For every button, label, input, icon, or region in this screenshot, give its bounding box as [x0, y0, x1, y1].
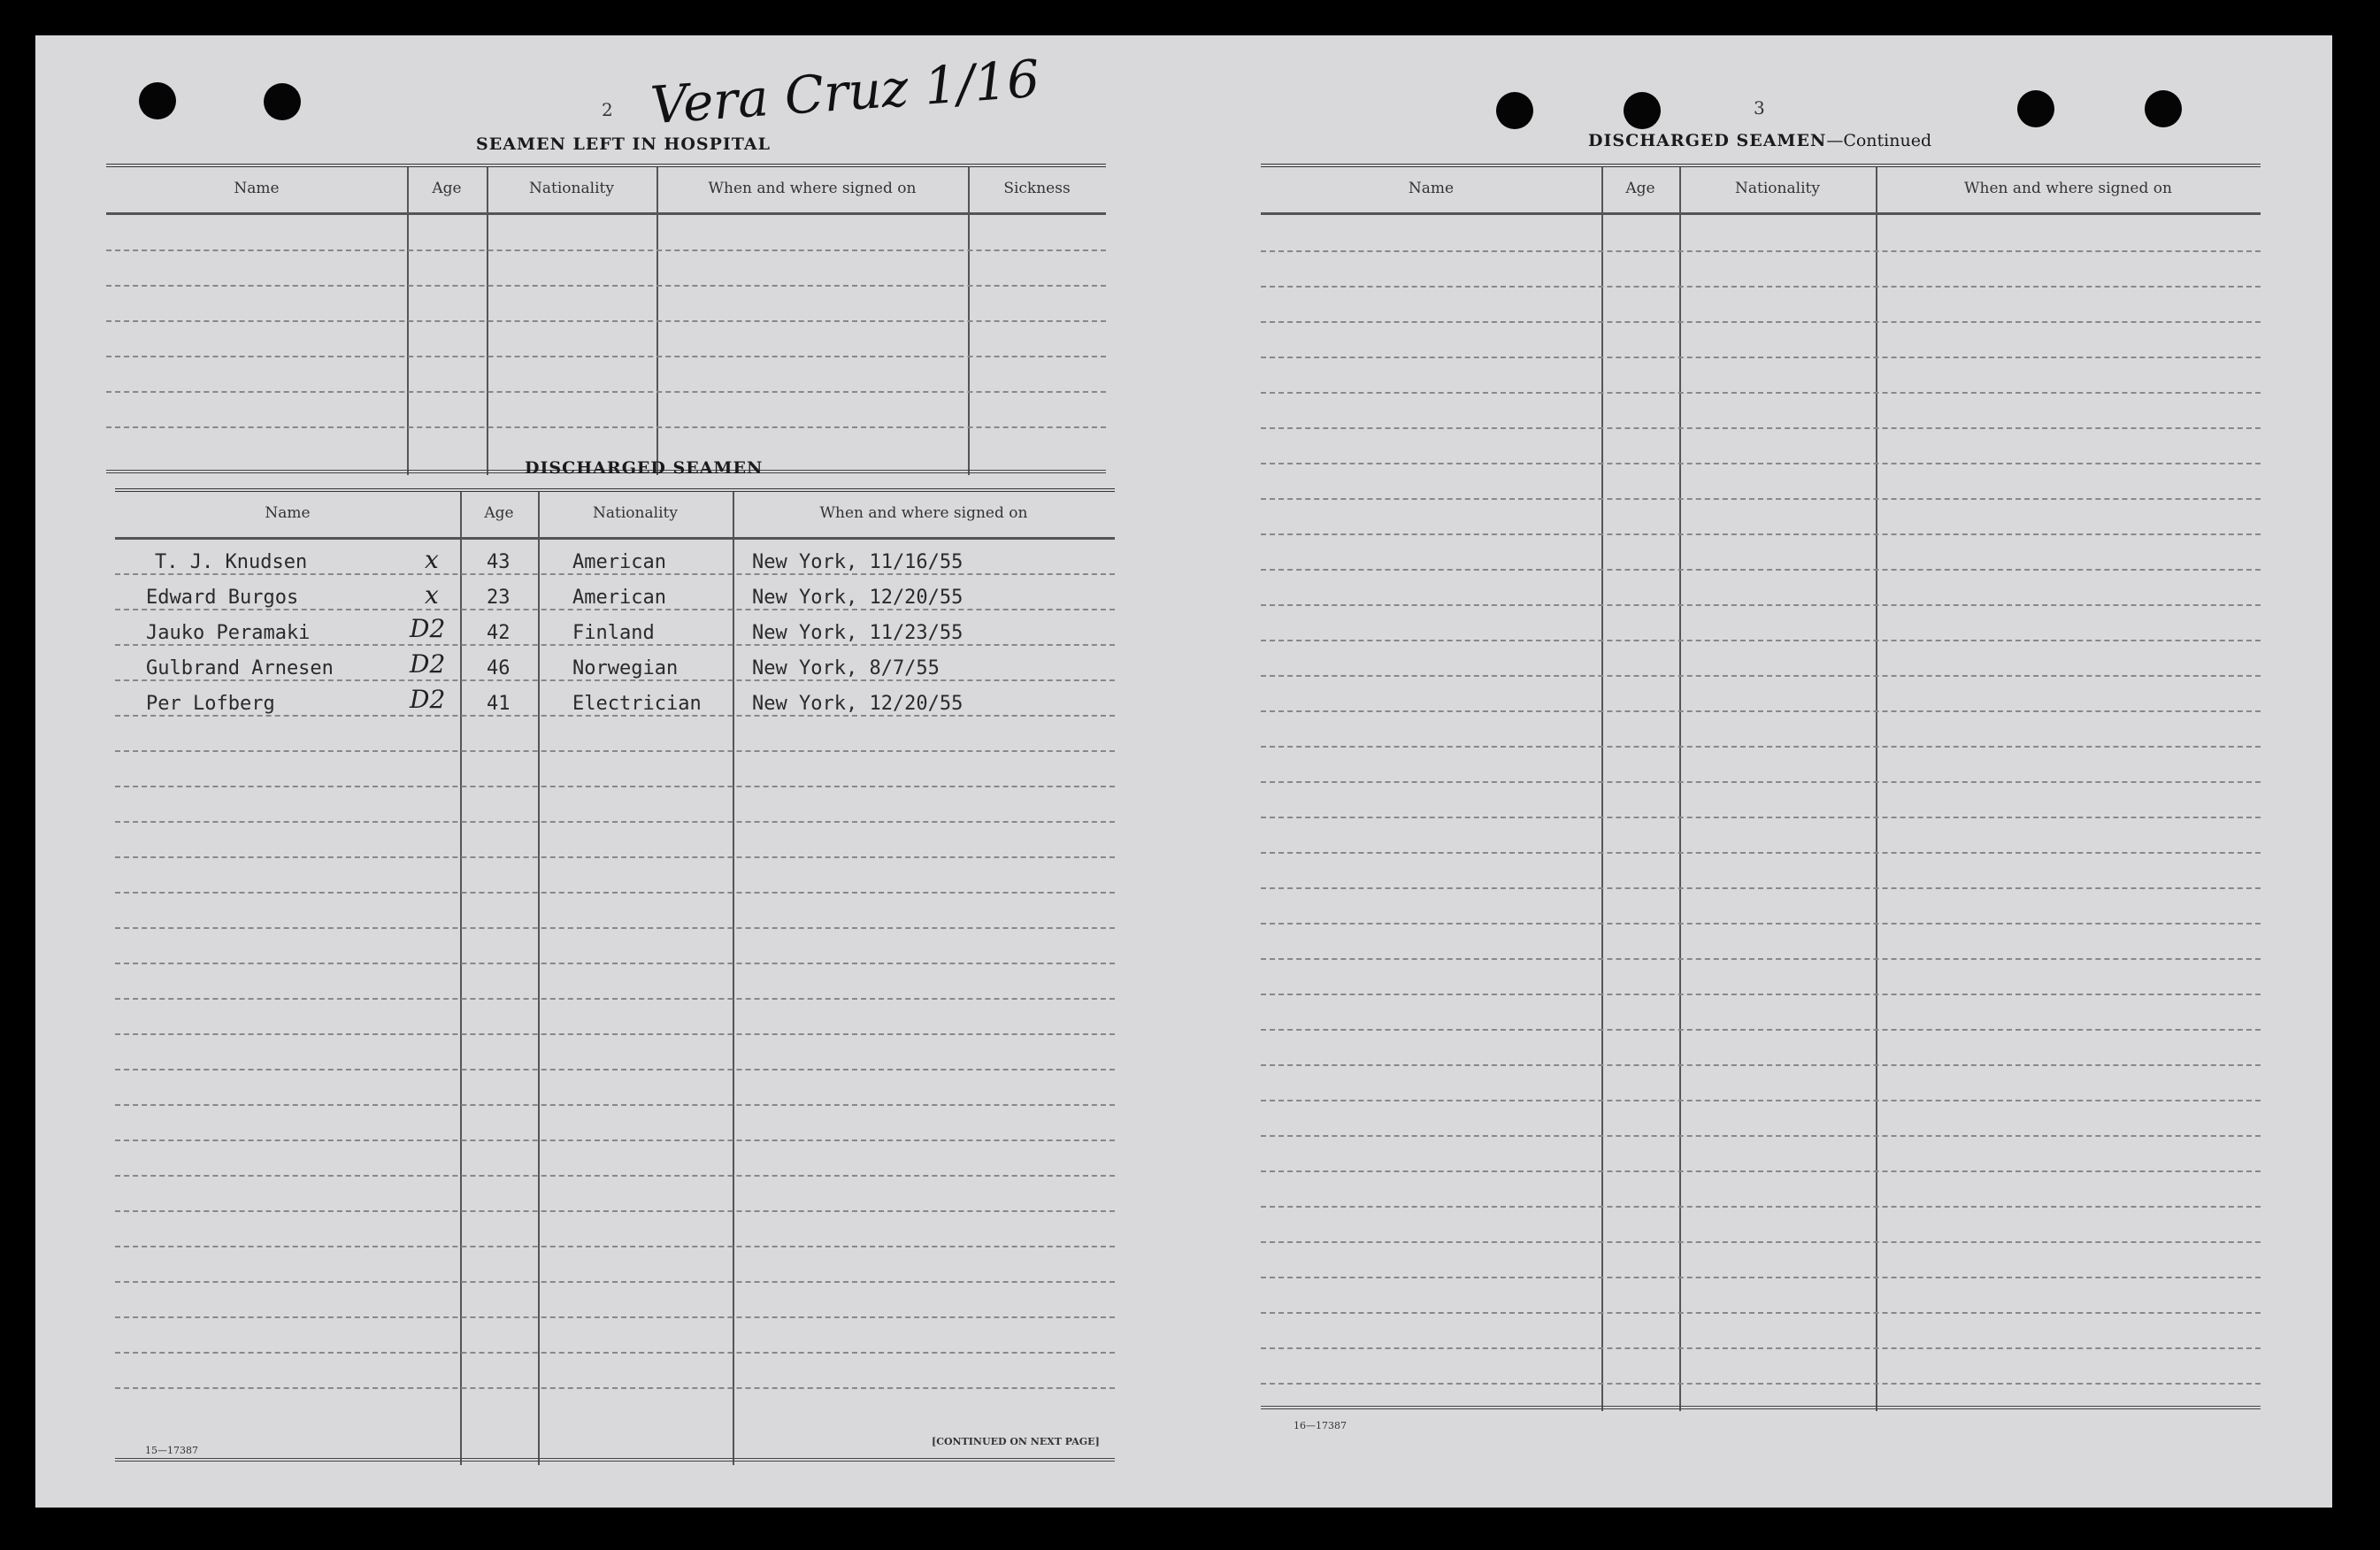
punch-hole	[1624, 92, 1661, 129]
discharged-continued-title	[1588, 131, 1931, 150]
seaman-nationality: Electrician	[572, 693, 702, 715]
seaman-name: Edward Burgos	[146, 587, 299, 609]
hospital-col-name: Name	[234, 180, 280, 197]
hospital-table	[106, 164, 1106, 477]
punch-hole	[2145, 90, 2182, 127]
hospital-col-nationality: Nationality	[529, 180, 614, 197]
punch-hole	[264, 83, 301, 120]
discharged-continued-title-text: DISCHARGED SEAMEN	[1588, 131, 1827, 150]
continued-col-age: Age	[1625, 180, 1655, 197]
seaman-signed-on: New York, 12/20/55	[752, 587, 964, 609]
page-number-left: 2	[602, 99, 613, 120]
continued-note: [CONTINUED ON NEXT PAGE]	[932, 1436, 1100, 1447]
seaman-age: 42	[487, 622, 511, 644]
hospital-col-age: Age	[432, 180, 462, 197]
document-sheet	[35, 35, 2332, 1508]
punch-hole	[139, 82, 176, 119]
discharged-continued-table	[1261, 164, 2261, 1415]
seaman-age: 46	[487, 657, 511, 679]
seaman-signed-on: New York, 12/20/55	[752, 693, 964, 715]
discharged-col-nationality: Nationality	[593, 504, 678, 522]
form-number-right: 16—17387	[1294, 1420, 1347, 1431]
seaman-nationality: American	[572, 587, 666, 609]
discharged-col-name: Name	[265, 504, 311, 522]
hospital-col-sickness: Sickness	[1003, 180, 1071, 197]
continued-suffix: —Continued	[1826, 131, 1932, 150]
discharge-mark: x	[425, 580, 439, 610]
seaman-nationality: Finland	[572, 622, 655, 644]
form-number-left: 15—17387	[145, 1445, 198, 1456]
discharge-mark: D2	[410, 649, 446, 679]
discharged-col-signed-on: When and where signed on	[819, 504, 1028, 522]
discharged-section-title: DISCHARGED SEAMEN	[525, 458, 764, 478]
discharged-col-age: Age	[484, 504, 514, 522]
hospital-col-signed-on: When and where signed on	[708, 180, 917, 197]
continued-col-name: Name	[1408, 180, 1455, 197]
seaman-nationality: Norwegian	[572, 657, 679, 679]
seaman-name: Per Lofberg	[146, 693, 275, 715]
page-number-right: 3	[1754, 97, 1765, 119]
seaman-name: T. J. Knudsen	[155, 551, 308, 573]
seaman-signed-on: New York, 11/23/55	[752, 622, 964, 644]
continued-col-signed-on: When and where signed on	[1964, 180, 2172, 197]
hospital-section-title: SEAMEN LEFT IN HOSPITAL	[476, 134, 771, 154]
handwritten-note: Vera Cruz 1/16	[649, 48, 1042, 136]
seaman-name: Jauko Peramaki	[146, 622, 311, 644]
seaman-signed-on: New York, 8/7/55	[752, 657, 940, 679]
continued-col-nationality: Nationality	[1735, 180, 1820, 197]
punch-hole	[2017, 90, 2054, 127]
discharged-table	[115, 488, 1115, 1469]
seaman-signed-on: New York, 11/16/55	[752, 551, 964, 573]
discharge-mark: x	[425, 545, 439, 574]
punch-hole	[1496, 92, 1533, 129]
seaman-name: Gulbrand Arnesen	[146, 657, 334, 679]
discharge-mark: D2	[410, 685, 446, 714]
seaman-age: 41	[487, 693, 511, 715]
seaman-age: 43	[487, 551, 511, 573]
discharge-mark: D2	[410, 614, 446, 643]
seaman-age: 23	[487, 587, 511, 609]
seaman-nationality: American	[572, 551, 666, 573]
